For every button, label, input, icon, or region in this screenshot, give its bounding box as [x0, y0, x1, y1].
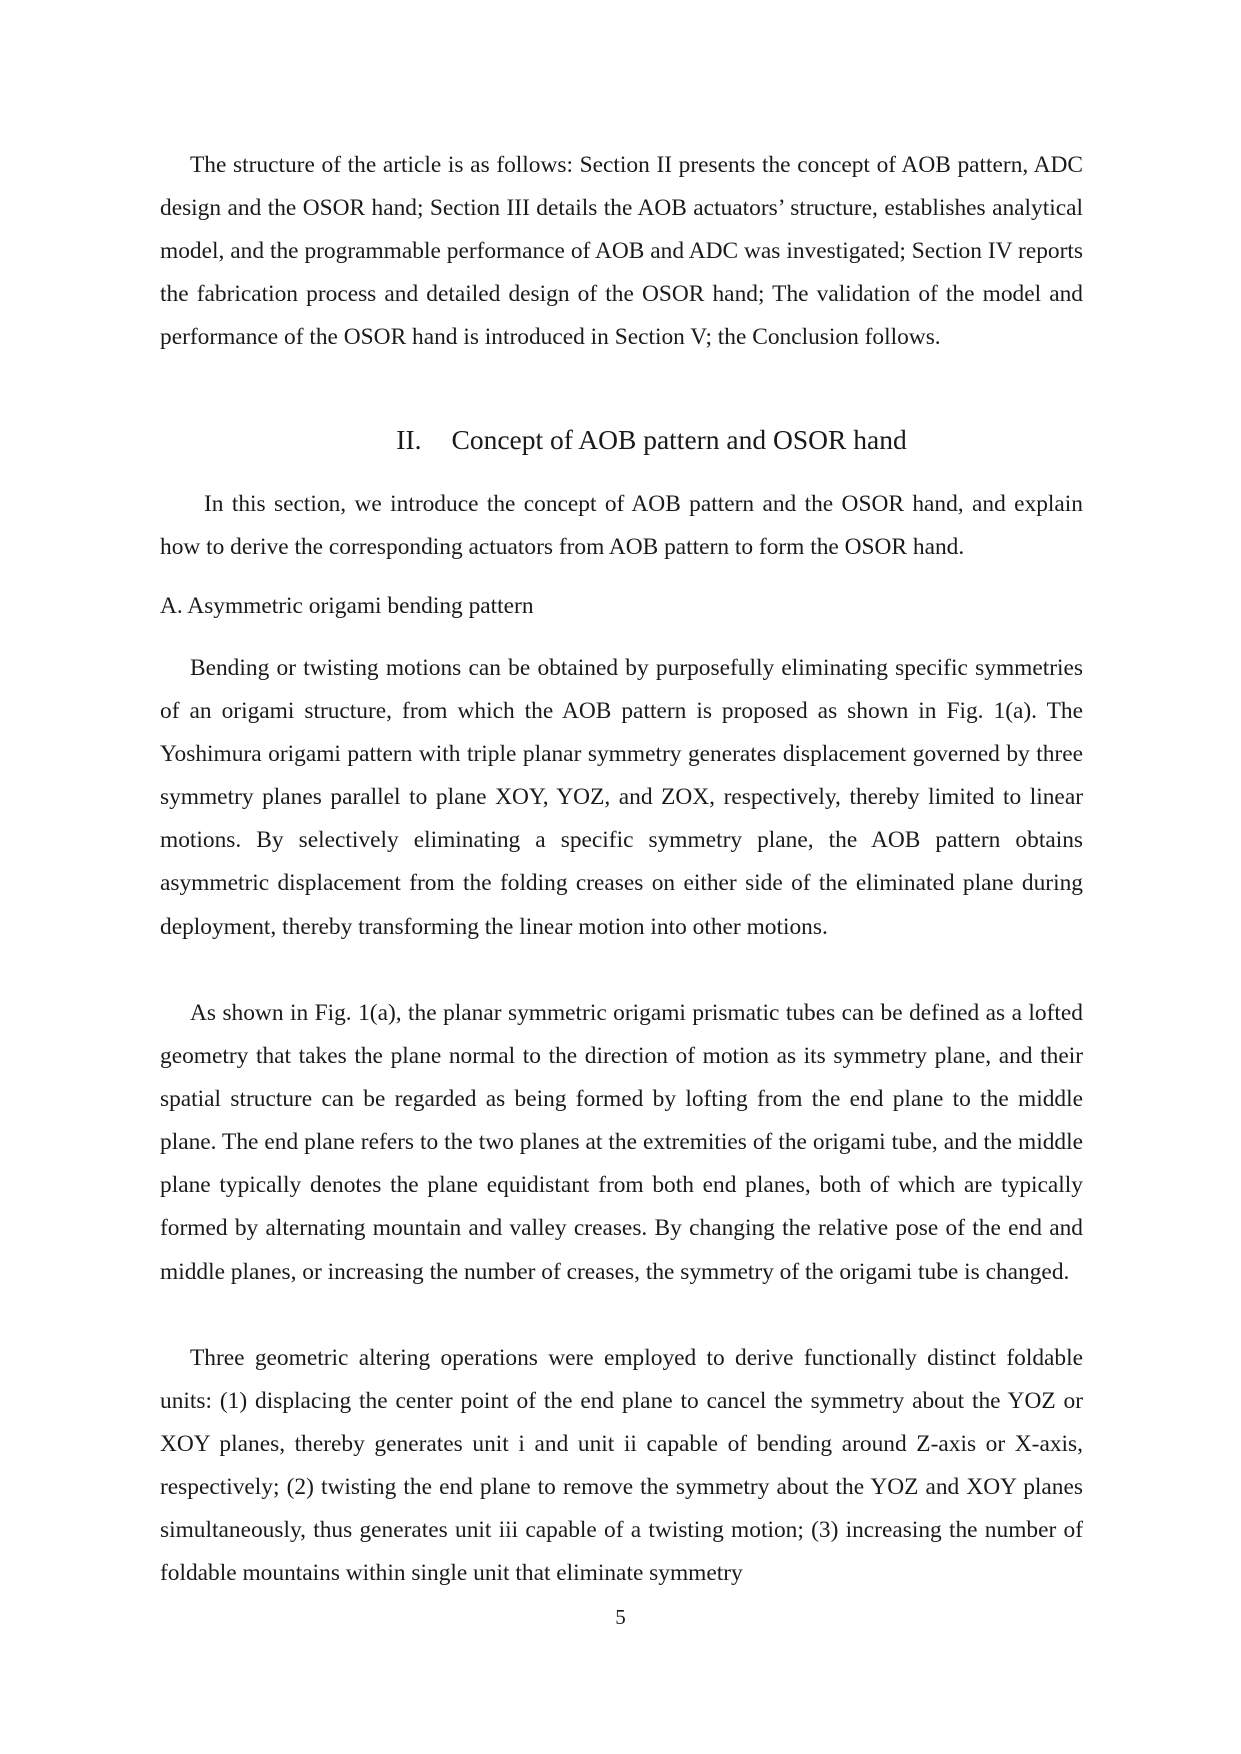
- section-number: II.: [396, 424, 422, 455]
- paragraph-section-intro: In this section, we introduce the concept of AOB pattern and the OSOR hand, and explain how to derive the corresponding actuators from AOB pattern to form the OSOR hand.: [160, 491, 1083, 561]
- section-title: Concept of AOB pattern and OSOR hand: [451, 424, 907, 455]
- page-number: 5: [615, 1605, 626, 1629]
- subsection-heading: A. Asymmetric origami bending pattern: [160, 593, 534, 619]
- paragraph-article-structure: The structure of the article is as follows: Section II presents the concept of AOB pattern, ADC design and the OSOR hand; Section III details the AOB actuators’ structure, establishes analytical model, and the programmable performance of AOB and ADC was investigated; Section IV reports the fabrication process and detailed design of the OSOR hand; The validation of the model and performance of the OSOR hand is introduced in Section V; the Conclusion follows.: [160, 152, 1083, 351]
- section-heading: [160, 422, 1113, 458]
- paragraph-lofted-geometry: As shown in Fig. 1(a), the planar symmetric origami prismatic tubes can be defined as a lofted geometry that takes the plane normal to the direction of motion as its symmetry plane, and their spatial structure can be regarded as being formed by lofting from the end plane to the middle plane. The end plane refers to the two planes at the extremities of the origami tube, and the middle plane typically denotes the plane equidistant from both end planes, both of which are typically formed by alternating mountain and valley creases. By changing the relative pose of the end and middle planes, or increasing the number of creases, the symmetry of the origami tube is changed.: [160, 1000, 1083, 1285]
- paragraph-bending-motions: Bending or twisting motions can be obtained by purposefully eliminating specific symmetries of an origami structure, from which the AOB pattern is proposed as shown in Fig. 1(a). The Yoshimura origami pattern with triple planar symmetry generates displacement governed by three symmetry planes parallel to plane XOY, YOZ, and ZOX, respectively, thereby limited to linear motions. By selectively eliminating a specific symmetry plane, the AOB pattern obtains asymmetric displacement from the folding creases on either side of the eliminated plane during deployment, thereby transforming the linear motion into other motions.: [160, 655, 1083, 940]
- paragraph-altering-operations: Three geometric altering operations were employed to derive functionally distinct foldable units: (1) displacing the center point of the end plane to cancel the symmetry about the YOZ or XOY planes, thereby generates unit i and unit ii capable of bending around Z-axis or X-axis, respectively; (2) twisting the end plane to remove the symmetry about the YOZ and XOY planes simultaneously, thus generates unit iii capable of a twisting motion; (3) increasing the number of foldable mountains within single unit that eliminate symmetry: [160, 1345, 1083, 1587]
